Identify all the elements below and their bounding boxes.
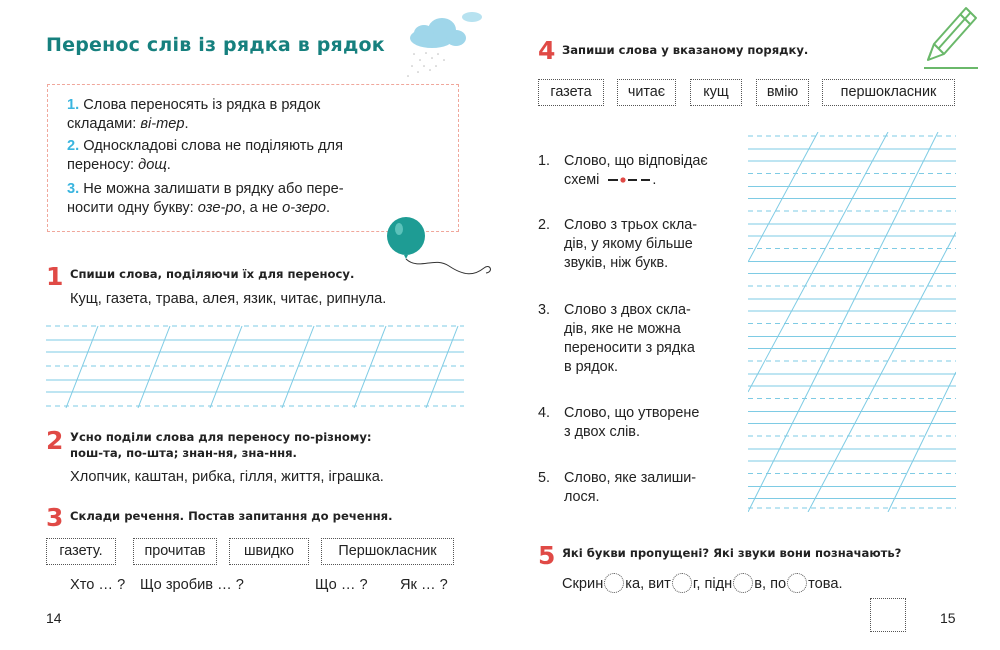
rule-3 (67, 180, 430, 218)
question: Що зробив … ? (140, 577, 244, 593)
task-2-number: 2 (46, 426, 64, 455)
rule-punct: . (326, 200, 331, 216)
syllable-scheme-icon (606, 175, 652, 185)
blank-circle[interactable] (787, 573, 807, 593)
word-card: читає (617, 79, 676, 106)
clue-line: Слово з трьох скла- (564, 217, 698, 233)
clue-number: 2. (538, 217, 551, 233)
blank-circle[interactable] (672, 573, 692, 593)
blank-circle[interactable] (733, 573, 753, 593)
slant-line (888, 372, 956, 512)
balloon-icon (384, 216, 500, 276)
page-title: Перенос слів із рядка в рядок (46, 34, 385, 56)
task-1-words: Кущ, газета, трава, алея, язик, читає, рипнула. (70, 291, 387, 307)
task-2-heading-line2: пош-та, по-шта; знан-ня, зна-ння. (70, 446, 297, 460)
rule-2 (67, 137, 430, 175)
missing-letters-words (562, 573, 843, 593)
word-card: газета (538, 79, 604, 106)
word-part: по (770, 576, 787, 592)
word-card: кущ (690, 79, 742, 106)
word-card: газету. (46, 538, 116, 565)
clue-line: Слово, що утворене (564, 405, 700, 421)
clue-1: 1. Слово, що відповідає схемі . (538, 152, 738, 190)
rule-text: Не можна залишати в рядку або пере- (83, 181, 344, 197)
word-card: першокласник (822, 79, 955, 106)
rule-number: 2. (67, 138, 80, 154)
word-part: ка, (625, 576, 645, 592)
page-number-left: 14 (46, 610, 62, 626)
task-5-heading: Які букви пропущені? Які звуки вони позначають? (562, 546, 902, 560)
question: Що … ? (315, 577, 368, 593)
word-part: в, (754, 576, 767, 592)
rule-text: складами: (67, 116, 141, 132)
clue-line: лося. (564, 489, 600, 505)
rule-text: Слова переносять із рядка в рядок (83, 97, 321, 113)
word-part: г, (692, 576, 701, 592)
task-4-number: 4 (538, 36, 556, 65)
word-part: підн (704, 576, 733, 592)
rule-punct: . (166, 157, 171, 173)
clue-5 (538, 469, 738, 507)
word-card: швидко (229, 538, 309, 565)
clue-line: Слово з двох скла- (564, 302, 691, 318)
word-part: това. (808, 576, 843, 592)
task-2-heading-line1: Усно поділи слова для переносу по-різному: (70, 430, 372, 444)
clue-line: Слово, яке залиши- (564, 470, 697, 486)
slant-line (748, 132, 818, 262)
rule-punct: . (184, 116, 189, 132)
clue-line: з двох слів. (564, 424, 640, 440)
clue-line: дів, у якому більше (564, 236, 693, 252)
task-3-heading: Склади речення. Постав запитання до речення. (70, 509, 393, 523)
clue-line: Слово, що відповідає (564, 153, 708, 169)
clue-number: 1. (538, 153, 551, 169)
rule-number: 3. (67, 181, 80, 197)
word-card: Першокласник (321, 538, 454, 565)
rule-example: дощ (138, 157, 167, 173)
clue-number: 5. (538, 470, 551, 486)
rule-text: переносу: (67, 157, 139, 173)
word-card: прочитав (133, 538, 217, 565)
clue-line: переносити з рядка (564, 340, 695, 356)
writing-grid (748, 132, 956, 512)
clue-line: звуків, ніж букв. (564, 255, 669, 271)
rule-example: озе-ро (197, 200, 242, 216)
task-1-heading: Спиши слова, поділяючи їх для переносу. (70, 267, 355, 281)
question: Як … ? (400, 577, 448, 593)
slant-line (748, 132, 938, 512)
word-card: вмію (756, 79, 809, 106)
clue-2 (538, 216, 738, 273)
clue-line: дів, яке не можна (564, 321, 681, 337)
blank-circle[interactable] (604, 573, 624, 593)
word-part: вит (648, 576, 671, 592)
page-number-right: 15 (940, 610, 956, 626)
cloud-icon (400, 8, 490, 80)
question: Хто … ? (70, 577, 126, 593)
task-1-number: 1 (46, 262, 64, 291)
clue-line: в рядок. (564, 359, 618, 375)
clue-number: 3. (538, 302, 551, 318)
rule-1 (67, 96, 430, 134)
task-3-number: 3 (46, 503, 64, 532)
task-2-words: Хлопчик, каштан, рибка, гілля, життя, іграшка. (70, 469, 384, 485)
rule-example: ві-тер (140, 116, 185, 132)
clue-3 (538, 301, 738, 377)
writing-lines (46, 322, 464, 410)
rule-text: носити одну букву: (67, 200, 198, 216)
rule-example: о-зеро (282, 200, 327, 216)
rule-number: 1. (67, 97, 80, 113)
rule-text: Односкладові слова не поділяють для (83, 138, 343, 154)
clue-number: 4. (538, 405, 551, 421)
rule-text: , а не (241, 200, 283, 216)
task-4-heading: Запиши слова у вказаному порядку. (562, 43, 809, 57)
clue-4 (538, 404, 738, 442)
pencil-icon (918, 0, 980, 70)
word-part: Скрин (562, 576, 604, 592)
answer-box[interactable] (870, 598, 906, 632)
task-5-number: 5 (538, 541, 556, 570)
clue-line: схемі (564, 172, 600, 188)
